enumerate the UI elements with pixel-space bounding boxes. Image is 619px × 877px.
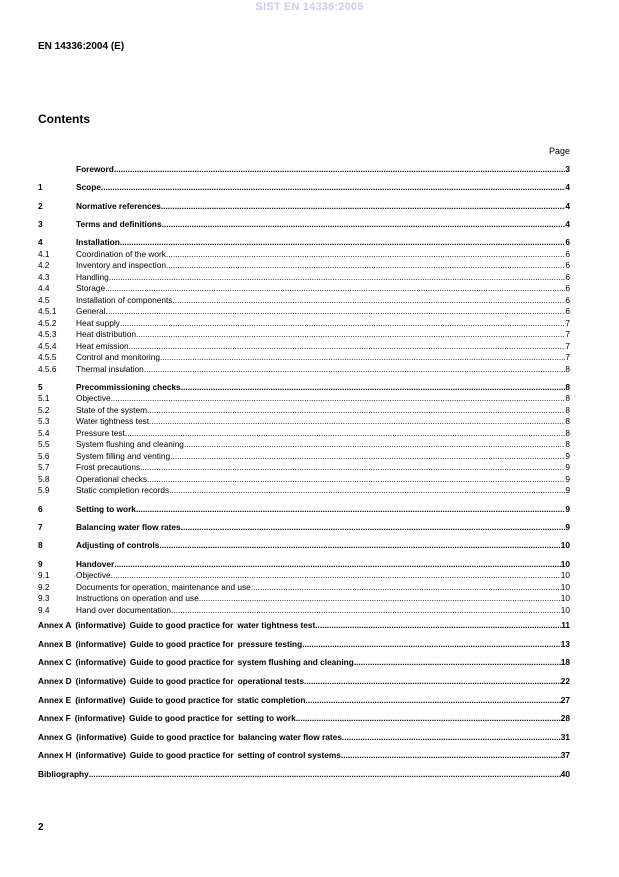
dot-leader bbox=[140, 462, 565, 474]
toc-entry[interactable] bbox=[38, 605, 570, 617]
toc-entry-title: Instructions on operation and use bbox=[76, 593, 199, 604]
annex-label: Annex H bbox=[38, 750, 72, 761]
toc-entry-title: Precommissioning checks bbox=[76, 381, 181, 392]
toc-entry[interactable] bbox=[38, 272, 570, 284]
toc-entry[interactable] bbox=[38, 474, 570, 486]
toc-entry[interactable] bbox=[38, 164, 570, 176]
dot-leader bbox=[181, 522, 566, 534]
toc-entry-page: 10 bbox=[560, 570, 570, 581]
toc-entry-title: State of the system bbox=[76, 404, 148, 415]
toc-annex-entry[interactable] bbox=[38, 746, 570, 765]
toc-entry[interactable] bbox=[38, 306, 570, 318]
toc-entry-title: Foreword bbox=[76, 164, 114, 174]
toc-entry[interactable] bbox=[38, 485, 570, 497]
toc-entry-page: 6 bbox=[565, 283, 570, 294]
dot-leader bbox=[184, 439, 565, 451]
toc-entry[interactable] bbox=[38, 295, 570, 307]
toc-entry-page: 6 bbox=[565, 260, 570, 271]
annex-page: 11 bbox=[561, 620, 570, 631]
toc-entry-title: Handover bbox=[76, 558, 115, 569]
toc-entry[interactable] bbox=[38, 237, 570, 249]
toc-entry-page: 6 bbox=[565, 271, 570, 282]
annex-page: 27 bbox=[560, 694, 570, 705]
annex-guide-text: Guide to good practice for bbox=[128, 713, 233, 724]
toc-entry-page: 8 bbox=[565, 381, 570, 392]
annex-type: (informative) bbox=[75, 675, 126, 686]
dot-leader bbox=[166, 260, 565, 272]
toc-entry-number: 9 bbox=[38, 558, 43, 569]
toc-entry-number: 9.1 bbox=[38, 570, 50, 581]
annex-label: Annex E bbox=[38, 694, 72, 705]
annex-subject: balancing water flow rates bbox=[238, 731, 342, 742]
toc-entry-title: System filling and venting bbox=[76, 450, 171, 461]
toc-entry[interactable] bbox=[38, 451, 570, 463]
toc-entry-page: 7 bbox=[565, 317, 570, 328]
annex-subject: system flushing and cleaning bbox=[237, 657, 354, 668]
toc-entry-title: Objective bbox=[76, 393, 111, 404]
toc-entry-number: 1 bbox=[38, 182, 43, 193]
toc-entry-page: 8 bbox=[565, 393, 570, 404]
toc-entry-number: 4.5.4 bbox=[38, 340, 57, 351]
toc-entry[interactable] bbox=[38, 439, 570, 451]
dot-leader bbox=[106, 306, 566, 318]
toc-entry-page: 8 bbox=[565, 363, 570, 374]
toc-entry-number: 5 bbox=[38, 381, 43, 392]
toc-entry[interactable] bbox=[38, 201, 570, 213]
toc-entry-number: 2 bbox=[38, 200, 43, 211]
document-id: EN 14336:2004 (E) bbox=[38, 41, 125, 52]
dot-leader bbox=[111, 570, 561, 582]
toc-entry-number: 4.3 bbox=[38, 271, 50, 282]
toc-entry-page: 6 bbox=[565, 306, 570, 317]
toc-entry-number: 4.5.1 bbox=[38, 306, 57, 317]
annex-subject: water tightness test bbox=[237, 620, 316, 631]
toc-entry-page: 9 bbox=[565, 473, 570, 484]
toc-entry-number: 5.9 bbox=[38, 485, 50, 496]
annex-label: Annex D bbox=[38, 675, 72, 686]
annex-subject: setting to work bbox=[236, 713, 296, 724]
dot-leader bbox=[120, 318, 566, 330]
toc-entry[interactable] bbox=[38, 260, 570, 272]
annex-type: (informative) bbox=[74, 713, 125, 724]
toc-entry-page: 7 bbox=[565, 352, 570, 363]
toc-entry-page: 7 bbox=[565, 329, 570, 340]
dot-leader bbox=[170, 451, 565, 463]
bibliography-title: Bibliography bbox=[38, 768, 89, 779]
toc-entry[interactable] bbox=[38, 416, 570, 428]
toc-entry-number: 4.4 bbox=[38, 283, 50, 294]
toc-entry-page: 9 bbox=[565, 450, 570, 461]
toc-entry-title: Control and monitoring bbox=[76, 352, 160, 363]
annex-page: 18 bbox=[560, 657, 570, 668]
annex-guide-text: Guide to good practice for bbox=[129, 694, 234, 705]
dot-leader bbox=[129, 341, 566, 353]
toc-entry-number: 4.2 bbox=[38, 260, 50, 271]
toc-annex-entry[interactable] bbox=[38, 709, 570, 728]
dot-leader bbox=[136, 504, 565, 516]
toc-entry[interactable] bbox=[38, 318, 570, 330]
dot-leader bbox=[149, 416, 565, 428]
toc-entry-page: 4 bbox=[565, 218, 570, 229]
toc-entry-page: 10 bbox=[560, 540, 570, 551]
toc-entry-title: Installation of components bbox=[76, 294, 173, 305]
toc-entry-title: Inventory and inspection bbox=[76, 260, 166, 271]
toc-entry-title: Storage bbox=[76, 283, 106, 294]
annex-page: 28 bbox=[560, 713, 570, 724]
dot-leader bbox=[199, 593, 561, 605]
toc-entry-number: 9.2 bbox=[38, 581, 50, 592]
dot-leader bbox=[302, 635, 561, 654]
toc-entry-number: 5.5 bbox=[38, 439, 50, 450]
toc-entry-number: 3 bbox=[38, 218, 43, 229]
dot-leader bbox=[160, 352, 565, 364]
toc-entry-page: 3 bbox=[565, 164, 570, 174]
page-number: 2 bbox=[38, 822, 44, 833]
page-column-label: Page bbox=[548, 146, 570, 156]
dot-leader bbox=[111, 393, 566, 405]
dot-leader bbox=[161, 201, 566, 213]
dot-leader bbox=[136, 329, 565, 341]
toc-entry-title: Static completion records bbox=[76, 485, 170, 496]
annex-page: 22 bbox=[560, 675, 570, 686]
toc-entry-number: 5.1 bbox=[38, 393, 50, 404]
dot-leader bbox=[114, 559, 560, 571]
dot-leader bbox=[342, 728, 561, 747]
toc-entry-number: 5.4 bbox=[38, 427, 50, 438]
dot-leader bbox=[304, 672, 561, 691]
toc-entry-number: 7 bbox=[38, 522, 43, 533]
toc-entry-title: Scope bbox=[76, 182, 101, 193]
dot-leader bbox=[120, 237, 566, 249]
annex-guide-text: Guide to good practice for bbox=[129, 675, 234, 686]
dot-leader bbox=[147, 405, 565, 417]
toc-entry-page: 10 bbox=[560, 593, 570, 604]
toc-entry[interactable] bbox=[38, 582, 570, 594]
toc-entry-page: 6 bbox=[565, 294, 570, 305]
dot-leader bbox=[105, 283, 565, 295]
annex-subject: static completion bbox=[237, 694, 306, 705]
toc-entry-title: Handling bbox=[76, 271, 109, 282]
toc-entry-page: 7 bbox=[565, 340, 570, 351]
annex-label: Annex F bbox=[38, 713, 71, 724]
dot-leader bbox=[147, 474, 565, 486]
toc-entry-page: 8 bbox=[565, 416, 570, 427]
toc-annex-entry[interactable] bbox=[38, 672, 570, 691]
toc-entry-number: 6 bbox=[38, 503, 43, 514]
dot-leader bbox=[109, 272, 566, 284]
toc-entry-page: 9 bbox=[565, 485, 570, 496]
toc-entry[interactable] bbox=[38, 559, 570, 571]
toc-entry-title: Operational checks bbox=[76, 473, 148, 484]
toc-entry-title: Documents for operation, maintenance and use bbox=[76, 581, 251, 592]
annex-subject: operational tests bbox=[237, 675, 305, 686]
dot-leader bbox=[162, 219, 566, 231]
dot-leader bbox=[341, 746, 561, 765]
toc-entry[interactable] bbox=[38, 504, 570, 516]
annex-page: 13 bbox=[560, 638, 570, 649]
contents-heading: Contents bbox=[38, 112, 90, 126]
toc-entry-title: Adjusting of controls bbox=[76, 540, 160, 551]
toc-entry-title: Hand over documentation bbox=[76, 604, 172, 615]
annex-type: (informative) bbox=[75, 657, 126, 668]
toc-entry-page: 4 bbox=[565, 182, 570, 193]
toc-annex-entry[interactable] bbox=[38, 691, 570, 710]
annex-label: Annex G bbox=[38, 731, 73, 742]
toc-annex-entry[interactable] bbox=[38, 616, 570, 635]
toc-entry-number: 4.5.2 bbox=[38, 317, 57, 328]
toc-entry-title: Terms and definitions bbox=[76, 218, 162, 229]
annex-type: (informative) bbox=[75, 694, 126, 705]
bibliography-page: 40 bbox=[560, 768, 570, 779]
toc-entry-title: System flushing and cleaning bbox=[76, 439, 184, 450]
dot-leader bbox=[354, 653, 561, 672]
toc-entry-page: 6 bbox=[565, 237, 570, 248]
annex-label: Annex B bbox=[38, 638, 72, 649]
toc-entry-number: 4 bbox=[38, 237, 43, 248]
toc-entry-title: Setting to work bbox=[76, 503, 136, 514]
toc-entry-page: 6 bbox=[565, 248, 570, 259]
toc-entry[interactable] bbox=[38, 329, 570, 341]
dot-leader bbox=[171, 605, 561, 617]
toc-entry[interactable] bbox=[38, 540, 570, 552]
toc-entry-number: 4.1 bbox=[38, 248, 50, 259]
dot-leader bbox=[159, 540, 560, 552]
toc-entry-number: 9.4 bbox=[38, 604, 50, 615]
toc-entry[interactable] bbox=[38, 364, 570, 376]
dot-leader bbox=[172, 295, 565, 307]
dot-leader bbox=[296, 709, 561, 728]
toc-entry[interactable] bbox=[38, 219, 570, 231]
toc-entry-title: Water tightness test bbox=[76, 416, 150, 427]
dot-leader bbox=[114, 164, 566, 176]
toc-entry-number: 4.5.3 bbox=[38, 329, 57, 340]
toc-entry[interactable] bbox=[38, 570, 570, 582]
dot-leader bbox=[144, 364, 566, 376]
annex-guide-text: Guide to good practice for bbox=[129, 620, 234, 631]
toc-entry-number: 5.3 bbox=[38, 416, 50, 427]
annex-page: 37 bbox=[560, 750, 570, 761]
annex-type: (informative) bbox=[75, 638, 126, 649]
toc-entry[interactable] bbox=[38, 382, 570, 394]
toc-entry-page: 8 bbox=[565, 404, 570, 415]
toc-entry-page: 9 bbox=[565, 462, 570, 473]
toc-entry-number: 5.2 bbox=[38, 404, 50, 415]
toc-entry-title: Installation bbox=[76, 237, 120, 248]
watermark: SIST EN 14336:2005 bbox=[255, 1, 364, 13]
annex-subject: setting of control systems bbox=[237, 750, 341, 761]
dot-leader bbox=[169, 485, 565, 497]
toc-entry-page: 10 bbox=[560, 581, 570, 592]
toc-bibliography-entry[interactable] bbox=[38, 765, 570, 784]
toc-entry[interactable] bbox=[38, 405, 570, 417]
toc-entry-number: 4.5.5 bbox=[38, 352, 57, 363]
annex-type: (informative) bbox=[76, 731, 127, 742]
toc-entry[interactable] bbox=[38, 522, 570, 534]
annex-page: 31 bbox=[560, 731, 570, 742]
toc-entry-title: Heat distribution bbox=[76, 329, 136, 340]
toc-entry[interactable] bbox=[38, 428, 570, 440]
toc-entry-title: General bbox=[76, 306, 106, 317]
dot-leader bbox=[251, 582, 561, 594]
toc-entry[interactable] bbox=[38, 352, 570, 364]
toc-entry[interactable] bbox=[38, 341, 570, 353]
toc-entry-page: 8 bbox=[565, 439, 570, 450]
toc-entry-page: 10 bbox=[560, 558, 570, 569]
toc-entry-title: Objective bbox=[76, 570, 111, 581]
annex-label: Annex A bbox=[38, 620, 72, 631]
toc-entry-number: 5.8 bbox=[38, 473, 50, 484]
dot-leader bbox=[315, 616, 561, 635]
toc-entry[interactable] bbox=[38, 283, 570, 295]
toc-entry-title: Balancing water flow rates bbox=[76, 522, 181, 533]
annex-type: (informative) bbox=[75, 620, 126, 631]
toc-entry-title: Pressure test bbox=[76, 427, 125, 438]
dot-leader bbox=[181, 382, 566, 394]
dot-leader bbox=[166, 249, 565, 261]
annex-guide-text: Guide to good practice for bbox=[130, 731, 235, 742]
toc-entry-number: 5.7 bbox=[38, 462, 50, 473]
toc-entry-page: 9 bbox=[565, 522, 570, 533]
toc-entry-number: 4.5 bbox=[38, 294, 50, 305]
toc-entry-title: Thermal insulation bbox=[76, 363, 144, 374]
dot-leader bbox=[305, 691, 560, 710]
dot-leader bbox=[89, 765, 561, 784]
toc-entry[interactable] bbox=[38, 462, 570, 474]
annex-guide-text: Guide to good practice for bbox=[129, 638, 234, 649]
annex-label: Annex C bbox=[38, 657, 72, 668]
annex-type: (informative) bbox=[75, 750, 126, 761]
toc-annex-entry[interactable] bbox=[38, 635, 570, 654]
toc-entry-title: Coordination of the work bbox=[76, 248, 166, 259]
toc-entry-number: 8 bbox=[38, 540, 43, 551]
toc-entry-title: Frost precautions bbox=[76, 462, 141, 473]
toc-entry[interactable] bbox=[38, 249, 570, 261]
toc-entry-title: Normative references bbox=[76, 200, 161, 211]
dot-leader bbox=[101, 182, 565, 194]
annex-guide-text: Guide to good practice for bbox=[129, 657, 234, 668]
toc-entry[interactable] bbox=[38, 593, 570, 605]
toc-entry-number: 4.5.6 bbox=[38, 363, 57, 374]
toc-entry-page: 10 bbox=[560, 604, 570, 615]
toc-entry-title: Heat emission bbox=[76, 340, 129, 351]
toc-entry-number: 9.3 bbox=[38, 593, 50, 604]
toc-entry-page: 9 bbox=[565, 503, 570, 514]
toc-entry-title: Heat supply bbox=[76, 317, 120, 328]
toc-entry-number: 5.6 bbox=[38, 450, 50, 461]
dot-leader bbox=[125, 428, 565, 440]
toc-entry[interactable] bbox=[38, 393, 570, 405]
toc-annex-entry[interactable] bbox=[38, 728, 570, 747]
toc-entry[interactable] bbox=[38, 182, 570, 194]
toc-annex-entry[interactable] bbox=[38, 653, 570, 672]
table-of-contents bbox=[38, 164, 570, 784]
toc-entry-page: 8 bbox=[565, 427, 570, 438]
annex-subject: pressure testing bbox=[237, 638, 303, 649]
annex-guide-text: Guide to good practice for bbox=[129, 750, 234, 761]
toc-entry-page: 4 bbox=[565, 200, 570, 211]
